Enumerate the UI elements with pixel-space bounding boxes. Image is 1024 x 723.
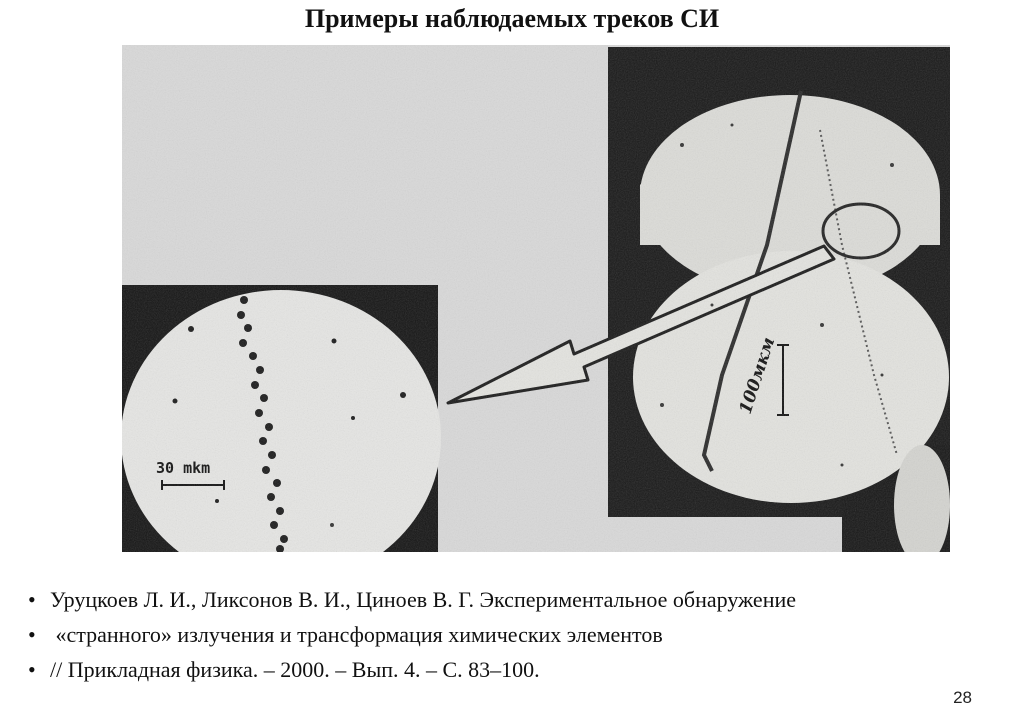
- slide-title: Примеры наблюдаемых треков СИ: [304, 4, 720, 33]
- reference-text-2: «странного» излучения и трансформация химических элементов: [50, 622, 663, 647]
- page-number: 28: [953, 688, 972, 707]
- track-photo-figure: [122, 45, 950, 552]
- track-photo: [122, 45, 950, 552]
- reference-text-1: Уруцкоев Л. И., Ликсонов В. И., Циноев В. Г. Экспериментальное обнаружение: [50, 587, 797, 612]
- reference-line-3: [28, 652, 1024, 687]
- bullet: •: [28, 622, 36, 647]
- bullet: •: [28, 657, 36, 682]
- reference-text-3: // Прикладная физика. – 2000. – Вып. 4. – С. 83–100.: [50, 657, 540, 682]
- reference-line-1: [28, 582, 1024, 617]
- bullet: •: [28, 587, 36, 612]
- reference-line-2: [28, 617, 1024, 652]
- reference-list: [28, 582, 1024, 687]
